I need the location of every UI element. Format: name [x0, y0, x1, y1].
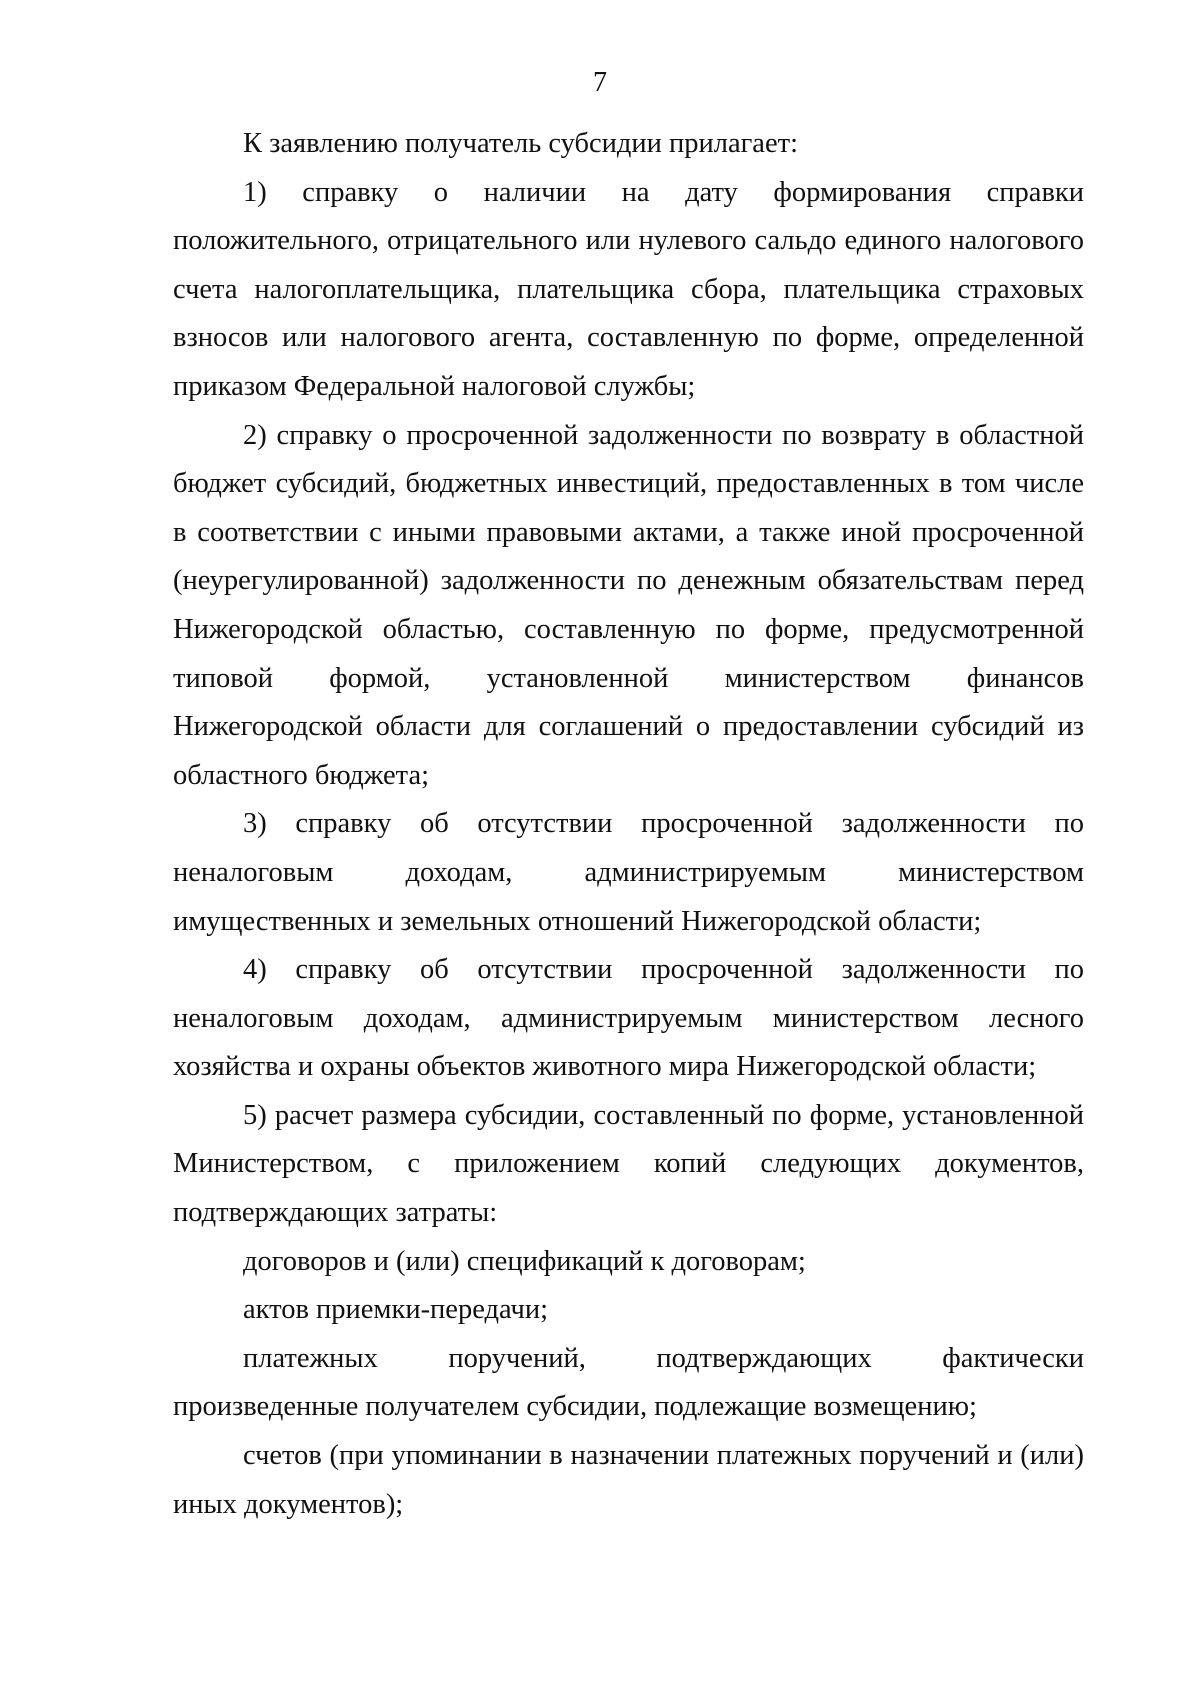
list-item-3: 3) справку об отсутствии просроченной задолженности по неналоговым доходам, администрируемым министерством имущественных и земельных отношений Нижегородской области; [173, 808, 1084, 937]
list-item-1: 1) справку о наличии на дату формирования справки положительного, отрицательного или нулевого сальдо единого налогового счета налогоплательщика, плательщика сбора, плательщика страховых взносов или налогового агента, составленную по форме, определенной приказом Федеральной налоговой службы; [173, 176, 1084, 402]
document-body [173, 120, 1084, 1529]
list-item-4: 4) справку об отсутствии просроченной задолженности по неналоговым доходам, администрируемым министерством лесного хозяйства и охраны объектов животного мира Нижегородской области; [173, 954, 1084, 1083]
list-item-5: 5) расчет размера субсидии, составленный по форме, установленной Министерством, с приложением копий следующих документов, подтверждающих затраты: [173, 1099, 1084, 1229]
page-number: 7 [593, 67, 607, 98]
sub-item-payment-orders: платежных поручений, подтверждающих фактически произведенные получателем субсидии, подлежащие возмещению; [173, 1342, 1084, 1423]
sub-item-acceptance-acts: актов приемки-передачи; [243, 1294, 548, 1326]
list-item-2: 2) справку о просроченной задолженности по возврату в областной бюджет субсидий, бюджетных инвестиций, предоставленных в том числе в соответствии с иными правовыми актами, а также иной просроченной (неурегулированной) задолженности по денежным обязательствам перед Нижегородской областью, составленную по форме, предусмотренной типовой формой, установленной министерством финансов Нижегородской области для соглашений о предоставлении субсидий из областного бюджета; [173, 419, 1084, 791]
sub-item-contracts: договоров и (или) спецификаций к договорам; [243, 1245, 806, 1277]
intro-paragraph: К заявлению получатель субсидии прилагает: [243, 128, 798, 159]
sub-item-invoices: счетов (при упоминании в назначении платежных поручений и (или) иных документов); [173, 1440, 1084, 1520]
